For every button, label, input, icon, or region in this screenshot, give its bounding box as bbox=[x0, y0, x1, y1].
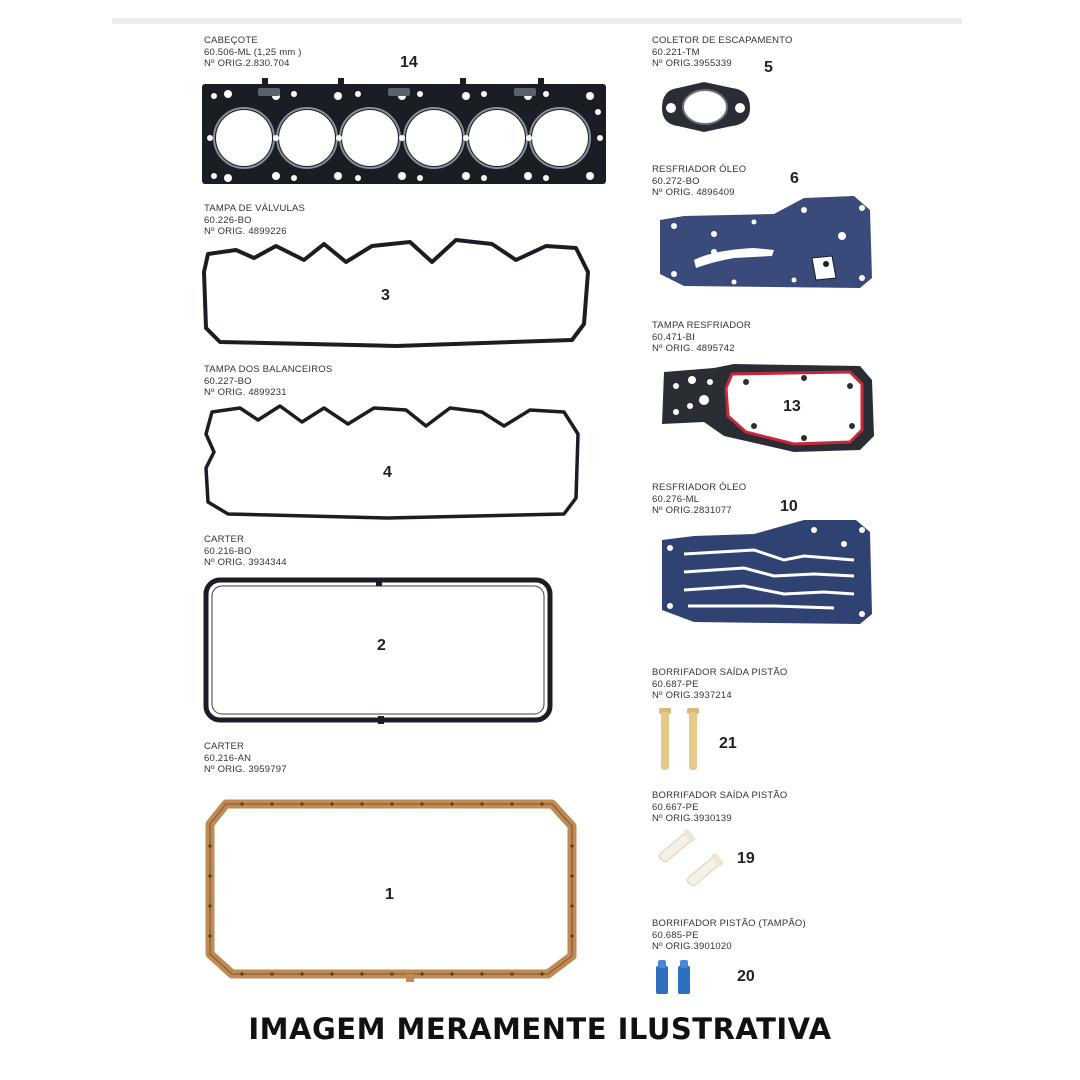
label-coletor-escapamento: COLETOR DE ESCAPAMENTO 60.221-TM Nº ORIG.3955339 bbox=[652, 35, 793, 69]
part-number-1: 1 bbox=[385, 886, 394, 903]
part-number-20: 20 bbox=[737, 968, 755, 985]
cooler-cover-gasket-image bbox=[654, 360, 878, 456]
label-borrifador-21: BORRIFADOR SAÍDA PISTÃO 60.687-PE Nº ORIG.3937214 bbox=[652, 667, 788, 701]
label-borrifador-19: BORRIFADOR SAÍDA PISTÃO 60.667-PE Nº ORIG.3930139 bbox=[652, 790, 788, 824]
part-number-2: 2 bbox=[377, 637, 386, 654]
label-tampa-balanceiros: TAMPA DOS BALANCEIROS 60.227-BO Nº ORIG. 4899231 bbox=[204, 364, 333, 398]
part-number-14: 14 bbox=[400, 54, 418, 71]
top-divider bbox=[112, 18, 962, 24]
part-number-4: 4 bbox=[383, 464, 392, 481]
label-tampa-resfriador: TAMPA RESFRIADOR 60.471-BI Nº ORIG. 4895742 bbox=[652, 320, 751, 354]
head-gasket-image bbox=[198, 76, 610, 188]
part-number-6: 6 bbox=[790, 170, 799, 187]
piston-nozzle-21-image bbox=[652, 706, 708, 774]
piston-nozzle-19-image bbox=[652, 826, 732, 892]
label-tampa-valvulas: TAMPA DE VÁLVULAS 60.226-BO Nº ORIG. 4899226 bbox=[204, 203, 306, 237]
label-borrifador-20: BORRIFADOR PISTÃO (TAMPÃO) 60.685-PE Nº ORIG.3901020 bbox=[652, 918, 806, 952]
part-number-5: 5 bbox=[764, 59, 773, 76]
illustrative-image-disclaimer: IMAGEM MERAMENTE ILUSTRATIVA bbox=[248, 1012, 832, 1046]
part-number-10: 10 bbox=[780, 498, 798, 515]
label-resfriador-oleo-bo: RESFRIADOR ÓLEO 60.272-BO Nº ORIG. 4896409 bbox=[652, 164, 747, 198]
part-number-19: 19 bbox=[737, 850, 755, 867]
rocker-cover-gasket-image bbox=[198, 398, 588, 523]
part-number-13: 13 bbox=[783, 398, 801, 415]
oil-cooler-gasket-bo-image bbox=[654, 190, 876, 292]
label-carter-bo: CARTER 60.216-BO Nº ORIG. 3934344 bbox=[204, 534, 287, 568]
label-resfriador-oleo-ml: RESFRIADOR ÓLEO 60.276-ML Nº ORIG.2831077 bbox=[652, 482, 747, 516]
valve-cover-gasket-image bbox=[196, 232, 596, 352]
part-number-21: 21 bbox=[719, 735, 737, 752]
piston-plug-20-image bbox=[652, 958, 698, 996]
exhaust-manifold-gasket-image bbox=[654, 78, 756, 136]
oil-cooler-gasket-ml-image bbox=[654, 514, 876, 626]
part-number-3: 3 bbox=[381, 287, 390, 304]
label-cabecote: CABEÇOTE 60.506-ML (1,25 mm ) Nº ORIG.2.830.704 bbox=[204, 35, 302, 69]
label-carter-an: CARTER 60.216-AN Nº ORIG. 3959797 bbox=[204, 741, 287, 775]
